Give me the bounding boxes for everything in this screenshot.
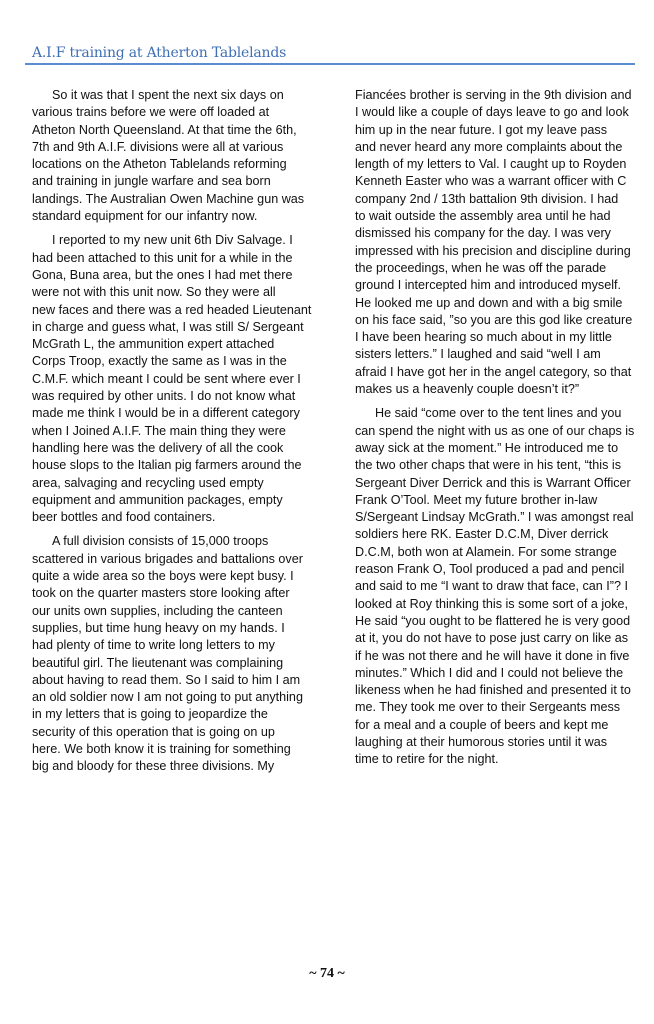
text-line: afraid I have got her in the angel category, so that: [355, 364, 632, 379]
text-line: about having to read them. So I said to him I am: [32, 672, 301, 687]
text-line: was required by other units. I do not know what: [32, 389, 296, 404]
text-line: dismissed his company for the day. I was very: [355, 226, 611, 241]
text-line: various trains before we were off loaded at: [32, 105, 270, 120]
text-line: Corps Troop, exactly the same as I was in the: [32, 354, 287, 369]
text-line: had plenty of time to write long letters to my: [32, 638, 275, 653]
text-line: handling here was the delivery of all the cook: [32, 440, 284, 455]
text-line: security of this operation that is going on up: [32, 724, 275, 739]
text-line: had been attached to this unit for a while in the: [32, 250, 293, 265]
text-line: Atheton North Queensland. At that time the 6th,: [32, 122, 297, 137]
paragraph: [355, 405, 645, 768]
text-line: S/Sergeant Lindsay McGrath.” I was amongst real: [355, 510, 634, 525]
text-line: A full division consists of 15,000 troops: [52, 534, 269, 549]
text-line: in my letters that is going to jeopardize the: [32, 707, 268, 722]
text-line: the proceedings, when he was off the parade: [355, 260, 607, 275]
text-line: I have been hearing so much about in my little: [355, 330, 612, 345]
text-line: were not with this unit now. So they were all: [32, 285, 276, 300]
text-line: minutes.” Which I did and I could not believe the: [355, 665, 624, 680]
text-line: Kenneth Easter who was a warrant officer with C: [355, 174, 627, 189]
text-line: him up in the near future. I got my leave pass: [355, 122, 608, 137]
text-line: scattered in various brigades and battalions over: [32, 551, 303, 566]
text-line: Gona, Buna area, but the ones I had met there: [32, 267, 293, 282]
text-line: quite a wide area so the boys were kept busy. I: [32, 569, 294, 584]
text-line: away sick at the moment.” He introduced me to: [355, 440, 619, 455]
text-line: when I Joined A.I.F. The main thing they were: [32, 423, 286, 438]
text-line: took on the quarter masters store looking after: [32, 586, 290, 601]
text-line: Sergeant Diver Derrick and this is Warrant Officer: [355, 475, 631, 490]
text-line: beer bottles and food containers.: [32, 510, 216, 525]
text-line: made me think I would be in a different category: [32, 406, 300, 421]
text-line: here. We both know it is training for something: [32, 741, 291, 756]
text-line: 7th and 9th A.I.F. divisions were all at various: [32, 139, 284, 154]
text-line: equipment and ammunition packages, empty: [32, 492, 283, 507]
text-line: Frank O’Tool. Meet my future brother in-law: [355, 492, 598, 507]
text-line: and said to me “I want to draw that face, can I”? I: [355, 579, 629, 594]
text-line: can spend the night with us as one of our chaps is: [355, 423, 635, 438]
text-line: landings. The Australian Owen Machine gun was: [32, 191, 305, 206]
text-line: likeness when he had finished and presented it to: [355, 683, 631, 698]
text-line: supplies, but time hung heavy on my hands. I: [32, 620, 285, 635]
page-number: ~ 74 ~: [309, 966, 345, 981]
text-line: I would like a couple of days leave to go and look: [355, 105, 629, 120]
text-line: sisters letters.” I laughed and said “well I am: [355, 347, 601, 362]
text-line: company 2nd / 13th battalion 9th division. I had: [355, 191, 619, 206]
paragraph: [355, 87, 645, 398]
text-line: at it, you do not have to pose just carry on like as: [355, 631, 629, 646]
text-line: an old soldier now I am not going to put anything: [32, 690, 303, 705]
text-line: I reported to my new unit 6th Div Salvage. I: [52, 233, 293, 248]
text-line: to wait outside the assembly area until he had: [355, 209, 611, 224]
text-line: new faces and there was a red headed Lieutenant: [32, 302, 312, 317]
text-line: makes us a heavenly couple doesn’t it?”: [355, 382, 580, 397]
text-line: big and bloody for these three divisions. My: [32, 759, 275, 774]
text-line: and training in jungle warfare and sea born: [32, 174, 271, 189]
text-line: if he was not there and he will have it done in five: [355, 648, 630, 663]
text-line: for a meal and a couple of beers and kept me: [355, 717, 609, 732]
text-line: area, salvaging and recycling used empty: [32, 475, 264, 490]
text-line: Fiancées brother is serving in the 9th division and: [355, 88, 632, 102]
text-line: locations on the Atheton Tablelands reforming: [32, 157, 287, 172]
text-line: He said “come over to the tent lines and you: [375, 406, 622, 421]
left-column: [32, 87, 322, 783]
text-line: looked at Roy thinking this is some sort of a joke,: [355, 596, 628, 611]
text-line: house slops to the Italian pig farmers around the: [32, 458, 302, 473]
paragraph: [32, 533, 322, 775]
page-header-title: A.I.F training at Atherton Tablelands: [32, 45, 287, 61]
text-line: time to retire for the night.: [355, 752, 499, 767]
right-column: [355, 87, 645, 776]
paragraph: [32, 87, 322, 225]
text-line: ground I intercepted him and introduced myself.: [355, 278, 622, 293]
text-line: in charge and guess what, I was still S/ Sergeant: [32, 319, 304, 334]
text-line: D.C.M, both won at Alamein. For some strange: [355, 544, 617, 559]
text-line: the two other chaps that were in his tent, “this is: [355, 458, 621, 473]
text-line: standard equipment for our infantry now.: [32, 209, 258, 224]
text-line: reason Frank O, Tool produced a pad and pencil: [355, 562, 625, 577]
text-line: and never heard any more complaints about the: [355, 139, 623, 154]
text-line: length of my letters to Val. I caught up to Royden: [355, 157, 627, 172]
text-line: on his face said, ”so you are this god like creature: [355, 312, 633, 327]
text-line: C.M.F. which meant I could be sent where ever I: [32, 371, 301, 386]
text-line: He looked me up and down and with a big smile: [355, 295, 623, 310]
text-line: our units own supplies, including the canteen: [32, 603, 283, 618]
text-line: impressed with his precision and discipline during: [355, 243, 631, 258]
paragraph: [32, 232, 322, 526]
text-line: me. They took me over to their Sergeants mess: [355, 700, 621, 715]
header-rule: [25, 63, 635, 65]
text-line: McGrath L, the ammunition expert attached: [32, 337, 275, 352]
text-line: beautiful girl. The lieutenant was complaining: [32, 655, 284, 670]
text-line: So it was that I spent the next six days on: [52, 88, 284, 102]
text-line: laughing at their humorous stories until it was: [355, 734, 608, 749]
text-line: soldiers here RK. Easter D.C.M, Diver derrick: [355, 527, 609, 542]
text-line: He said “you ought to be flattered he is very good: [355, 613, 631, 628]
